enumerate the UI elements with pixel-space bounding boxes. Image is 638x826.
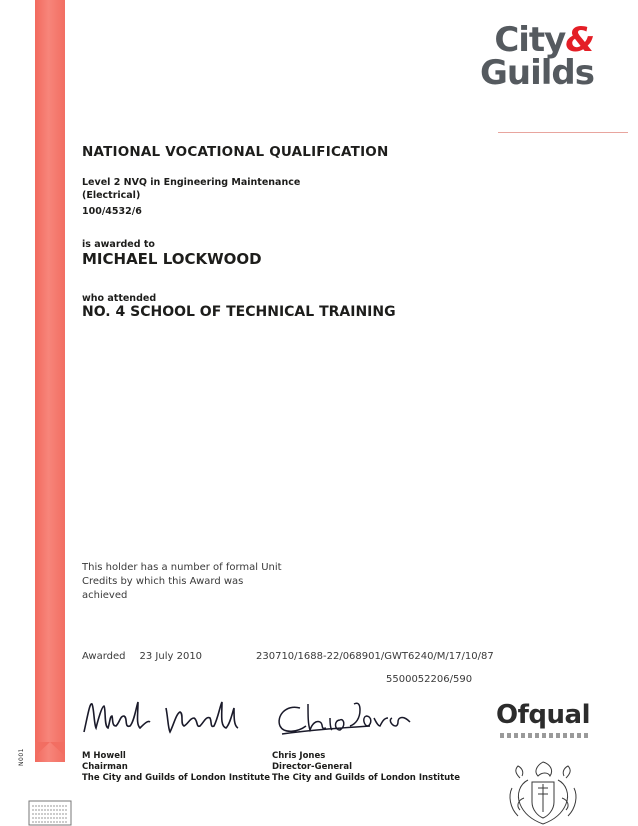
certificate-code: 230710/1688-22/068901/GWT6240/M/17/10/87: [256, 651, 494, 662]
signatory-left-org: The City and Guilds of London Institute: [82, 773, 271, 783]
watermark-stamp-icon: [28, 800, 72, 826]
recipient-name: MICHAEL LOCKWOOD: [82, 250, 262, 268]
signatory-right-name: Chris Jones: [272, 751, 326, 761]
signatory-left-name: M Howell: [82, 751, 126, 761]
ofqual-logo: Ofqual: [496, 700, 590, 730]
signatory-right-role: Director-General: [272, 762, 352, 772]
credits-line-1: This holder has a number of formal Unit: [82, 562, 282, 573]
institution-name: NO. 4 SCHOOL OF TECHNICAL TRAINING: [82, 304, 396, 320]
signatory-left: [82, 751, 270, 784]
logo-city: City: [494, 20, 566, 60]
signatory-right-org: The City and Guilds of London Institute: [272, 773, 461, 783]
logo-guilds: Guilds: [480, 53, 594, 94]
red-ribbon: [35, 0, 65, 762]
signature-m-howell: [80, 694, 250, 744]
credits-line-2: Credits by which this Award was achieved: [82, 576, 244, 601]
logo-divider: [498, 132, 628, 133]
city-and-guilds-logo: [480, 20, 594, 94]
award-date-line: [82, 651, 202, 662]
awarded-label: Awarded: [82, 651, 126, 662]
level-line-2: (Electrical): [82, 190, 141, 201]
form-code: N001: [18, 748, 25, 766]
attended-label: who attended: [82, 293, 157, 304]
logo-ampersand: &: [565, 20, 594, 60]
signatory-left-role: Chairman: [82, 762, 128, 772]
awarded-to-label: is awarded to: [82, 239, 155, 250]
level-line-1: Level 2 NVQ in Engineering Maintenance: [82, 177, 301, 188]
signature-chris-jones: [270, 696, 420, 740]
serial-number: 5500052206/590: [386, 674, 473, 685]
signatory-right: [272, 751, 460, 784]
qualification-level: [82, 176, 300, 202]
qualification-reference: 100/4532/6: [82, 206, 142, 217]
award-date: 23 July 2010: [139, 651, 203, 662]
unit-credits-note: [82, 561, 282, 603]
coat-of-arms-icon: [498, 758, 588, 826]
ofqual-logo-dots: [500, 733, 590, 738]
qualification-title: NATIONAL VOCATIONAL QUALIFICATION: [82, 144, 389, 160]
